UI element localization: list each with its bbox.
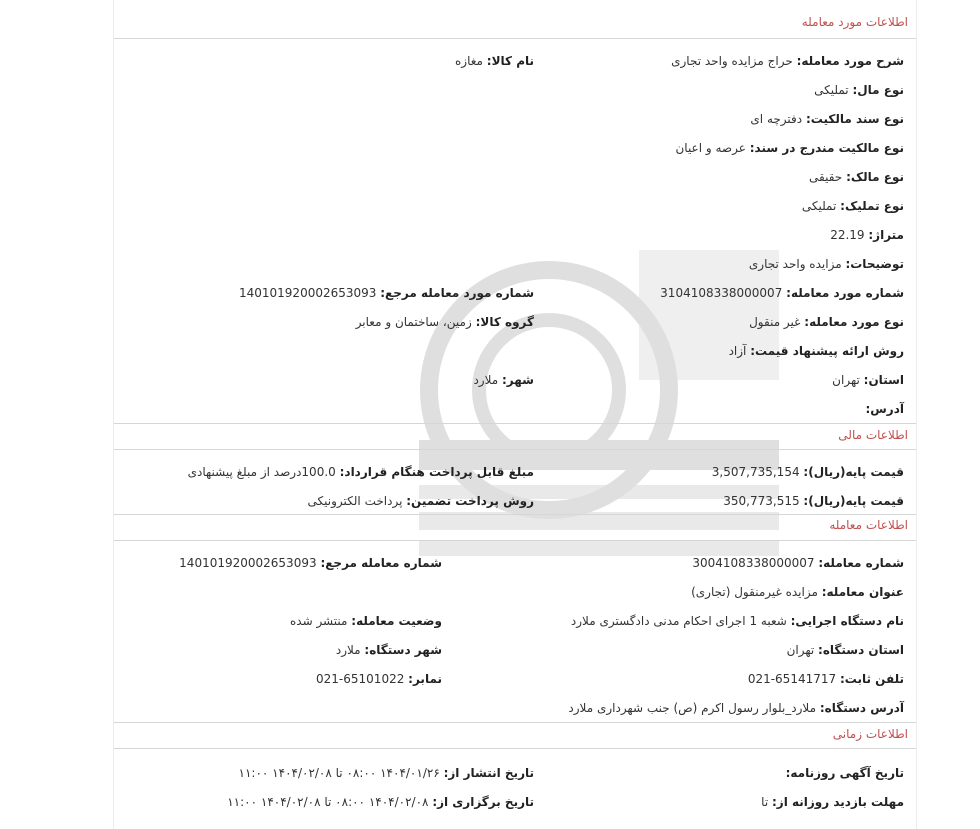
- value: آزاد: [728, 344, 747, 358]
- pricing-method: [729, 344, 904, 358]
- divider: [114, 540, 916, 541]
- value: مزایده واحد تجاری: [748, 257, 842, 271]
- label: تاریخ برگزاری از:: [432, 795, 534, 809]
- ownership-doc-type: [750, 112, 904, 126]
- label: آدرس:: [865, 402, 904, 416]
- label: نوع مالکیت مندرج در سند:: [749, 141, 904, 155]
- section-title-financial: اطلاعات مالی: [838, 428, 908, 442]
- transaction-ref-number: [179, 556, 442, 570]
- section-title-deal-info: اطلاعات مورد معامله: [801, 15, 908, 29]
- label: آدرس دستگاه:: [819, 701, 904, 715]
- label: استان دستگاه:: [818, 643, 904, 657]
- value: حقیقی: [809, 170, 843, 184]
- label: مهلت بازدید روزانه از:: [772, 795, 904, 809]
- value: تملیکی: [801, 199, 837, 213]
- value: 3104108338000007: [660, 286, 783, 300]
- label: شهر دستگاه:: [364, 643, 442, 657]
- label: شرح مورد معامله:: [796, 54, 904, 68]
- value: 3004108338000007: [692, 556, 815, 570]
- base-price: [712, 465, 904, 479]
- label: نوع مورد معامله:: [804, 315, 904, 329]
- deal-description: [671, 54, 904, 68]
- value: تهران: [832, 373, 860, 387]
- value: تملیکی: [814, 83, 849, 97]
- label: نوع تملیک:: [840, 199, 904, 213]
- goods-name: [455, 54, 534, 68]
- device-address: [568, 701, 904, 715]
- value: ۱۴۰۴/۰۱/۲۶ ۰۸:۰۰ تا ۱۴۰۴/۰۲/۰۸ ۱۱:۰۰: [238, 766, 440, 780]
- value: 021-65141717: [747, 672, 837, 686]
- value: حراج مزایده واحد تجاری: [671, 54, 793, 68]
- label: قیمت پایه(ریال):: [803, 494, 904, 508]
- label: نام دستگاه اجرایی:: [790, 614, 904, 628]
- label: مبلغ قابل پرداخت هنگام قرارداد:: [339, 465, 534, 479]
- divider: [114, 449, 916, 450]
- property-type: [814, 83, 904, 97]
- transaction-status: [290, 614, 442, 628]
- label: تاریخ آگهی روزنامه:: [785, 766, 904, 780]
- label: استان:: [863, 373, 904, 387]
- value: تهران: [786, 643, 815, 657]
- publish-date: [239, 766, 534, 780]
- value: 021-65101022: [316, 672, 405, 686]
- value: منتشر شده: [289, 614, 348, 628]
- guarantee-method: [308, 494, 534, 508]
- divider: [114, 423, 916, 424]
- label: نمابر:: [408, 672, 442, 686]
- visit-deadline: [761, 795, 904, 809]
- value: 3,507,735,154: [711, 465, 800, 479]
- fax: [316, 672, 442, 686]
- deal-kind: [749, 315, 904, 329]
- executor-name: [571, 614, 904, 628]
- divider: [114, 748, 916, 749]
- phone: [748, 672, 904, 686]
- value: عرصه و اعیان: [675, 141, 746, 155]
- device-city: [336, 643, 442, 657]
- value: دفترچه ای: [750, 112, 803, 126]
- value: ملارد: [473, 373, 499, 387]
- ownership-in-doc: [675, 141, 904, 155]
- label: وضعیت معامله:: [351, 614, 442, 628]
- section-title-timing: اطلاعات زمانی: [832, 727, 908, 741]
- value: مزایده غیرمنقول (تجاری): [691, 585, 818, 599]
- label: قیمت پایه(ریال):: [803, 465, 904, 479]
- goods-group: [356, 315, 534, 329]
- guarantee-price: [723, 494, 904, 508]
- divider: [114, 38, 916, 39]
- label: نوع مالک:: [846, 170, 904, 184]
- address: [865, 402, 904, 416]
- divider: [114, 722, 916, 723]
- label: روش ارائه پیشنهاد قیمت:: [750, 344, 904, 358]
- value: ۱۴۰۴/۰۲/۰۸ ۰۸:۰۰ تا ۱۴۰۴/۰۲/۰۸ ۱۱:۰۰: [227, 795, 429, 809]
- label: نام کالا:: [486, 54, 534, 68]
- value: شعبه 1 اجرای احکام مدنی دادگستری ملارد: [570, 614, 787, 628]
- label: متراژ:: [868, 228, 904, 242]
- section-title-transaction: اطلاعات معامله: [829, 518, 908, 532]
- value: 350,773,515: [723, 494, 800, 508]
- value: 22.19: [830, 228, 865, 242]
- value: غیر منقول: [749, 315, 801, 329]
- transaction-title: [691, 585, 904, 599]
- label: تاریخ انتشار از:: [443, 766, 534, 780]
- label: تلفن ثابت:: [839, 672, 904, 686]
- ref-deal-number: [239, 286, 534, 300]
- label: توضیحات:: [845, 257, 904, 271]
- value: 140101920002653093: [179, 556, 317, 570]
- divider: [114, 514, 916, 515]
- value: 100.0درصد از مبلغ پیشنهادی: [187, 465, 336, 479]
- device-province: [787, 643, 904, 657]
- label: شماره مورد معامله:: [786, 286, 904, 300]
- owner-type: [809, 170, 904, 184]
- value: ملارد: [335, 643, 361, 657]
- deal-number: [660, 286, 904, 300]
- value: 140101920002653093: [238, 286, 377, 300]
- city: [473, 373, 534, 387]
- label: نوع سند مالکیت:: [805, 112, 904, 126]
- value: زمین، ساختمان و معابر: [355, 315, 472, 329]
- transaction-number: [692, 556, 904, 570]
- label: شماره مورد معامله مرجع:: [380, 286, 534, 300]
- deal-card: [113, 0, 917, 829]
- label: نوع مال:: [852, 83, 904, 97]
- label: شماره معامله مرجع:: [320, 556, 442, 570]
- payable-amount: [188, 465, 534, 479]
- label: گروه کالا:: [475, 315, 534, 329]
- value: ملارد_بلوار رسول اکرم (ص) جنب شهرداری ملارد: [568, 701, 817, 715]
- label: عنوان معامله:: [821, 585, 904, 599]
- province: [832, 373, 904, 387]
- label: شهر:: [502, 373, 534, 387]
- value: مغازه: [455, 54, 483, 68]
- label: شماره معامله:: [818, 556, 904, 570]
- notes: [749, 257, 904, 271]
- newspaper-date: [786, 766, 904, 780]
- transfer-type: [802, 199, 904, 213]
- area: [830, 228, 904, 242]
- value: پرداخت الکترونیکی: [307, 494, 403, 508]
- value: تا: [761, 795, 769, 809]
- holding-date: [227, 795, 534, 809]
- label: روش پرداخت تضمین:: [406, 494, 534, 508]
